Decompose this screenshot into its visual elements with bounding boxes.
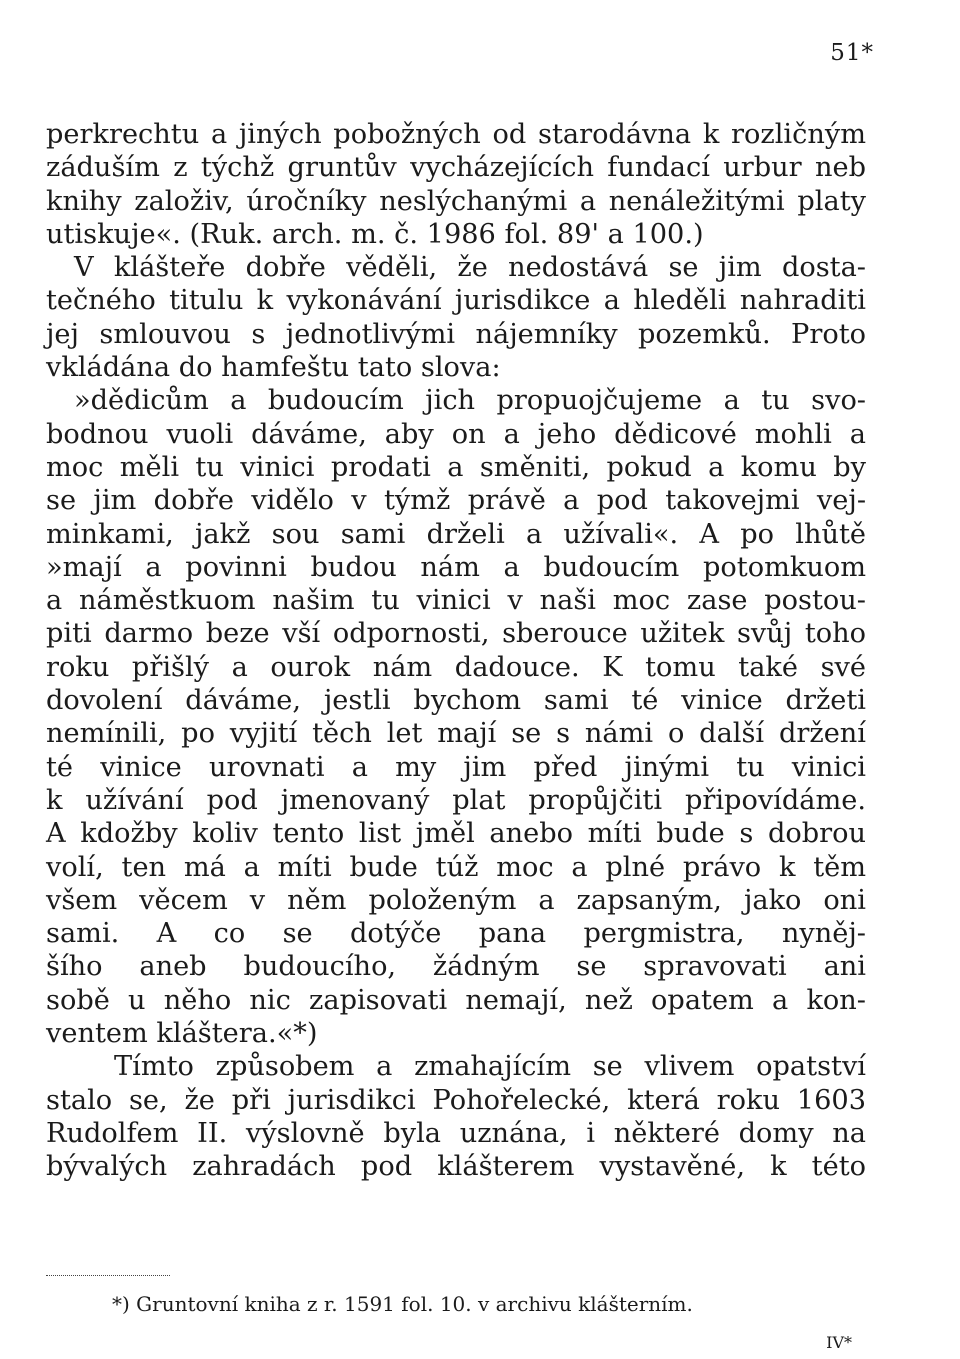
- text-line: utiskuje«. (Ruk. arch. m. č. 1986 fol. 89' a 100.): [46, 218, 704, 250]
- signature-mark: IV*: [826, 1333, 852, 1352]
- text-line: dovolení dáváme, jestli bychom sami té vinice držeti: [46, 685, 866, 717]
- text-line: piti darmo beze vší odpornosti, sberouce užitek svůj toho: [46, 618, 866, 650]
- text-line: všem věcem v něm položeným a zapsaným, jako oni: [46, 884, 866, 916]
- text-line: sobě u něho nic zapisovati nemají, než opatem a kon-: [46, 984, 866, 1016]
- text-line: perkrechtu a jiných pobožných od starodávna k rozličným: [46, 119, 866, 150]
- footnote: *) Gruntovní kniha z r. 1591 fol. 10. v archivu klášterním.: [112, 1292, 693, 1316]
- text-line: nemínili, po vyjití těch let mají se s námi o další držení: [46, 718, 866, 750]
- text-line: »dědicům a budoucím jich propuojčujeme a tu svo-: [74, 385, 866, 417]
- text-line: volí, ten má a míti bude túž moc a plné právo k těm: [46, 851, 866, 883]
- text-line: tečného titulu k vykonávání jurisdikce a hleděli nahraditi: [46, 285, 866, 317]
- text-line: moc měli tu vinici prodati a směniti, pokud a komu by: [46, 451, 866, 483]
- text-line: té vinice urovnati a my jim před jinými tu vinici: [46, 751, 866, 783]
- text-line: Rudolfem II. výslovně byla uznána, i některé domy na: [46, 1117, 866, 1149]
- text-line: vkládána do hamfeštu tato slova:: [46, 352, 501, 384]
- text-line: »mají a povinni budou nám a budoucím potomkuom: [46, 551, 866, 583]
- footnote-rule: [46, 1275, 170, 1276]
- text-line: roku přišlý a ourok nám dadouce. K tomu také své: [46, 651, 866, 683]
- text-line: šího aneb budoucího, žádným se spravovati ani: [46, 951, 866, 983]
- text-line: minkami, jakž sou sami drželi a užívali«. A po lhůtě: [46, 518, 866, 550]
- text-line: A kdožby koliv tento list jměl anebo míti bude s dobrou: [46, 818, 866, 850]
- text-line: knihy založiv, úročníky neslýchanými a nenáležitými platy: [46, 185, 866, 217]
- text-line: a náměstkuom našim tu vinici v naši moc zase postou-: [46, 585, 866, 617]
- text-line: sami. A co se dotýče pana pergmistra, nyněj-: [46, 918, 866, 950]
- text-line: bodnou vuoli dáváme, aby on a jeho dědicové mohli a: [46, 418, 866, 450]
- text-line: záduším z týchž gruntův vycházejících fundací urbur neb: [46, 152, 866, 184]
- text-line: ventem kláštera.«*): [46, 1018, 318, 1050]
- text-line: V klášteře dobře věděli, že nedostává se jim dosta-: [74, 252, 866, 284]
- text-line: bývalých zahradách pod klášterem vystavěné, k této: [46, 1151, 866, 1183]
- text-line: se jim dobře vidělo v týmž právě a pod takovejmi vej-: [46, 485, 866, 517]
- page-number: 51*: [830, 40, 874, 66]
- body-text: [46, 118, 866, 1184]
- text-line: jej smlouvou s jednotlivými nájemníky pozemků. Proto: [46, 318, 866, 350]
- text-line: stalo se, že při jurisdikci Pohořelecké, která roku 1603: [46, 1084, 866, 1116]
- text-line: Tímto způsobem a zmahajícím se vlivem opatství: [114, 1051, 866, 1083]
- text-line: k užívání pod jmenovaný plat propůjčiti připovídáme.: [46, 784, 866, 816]
